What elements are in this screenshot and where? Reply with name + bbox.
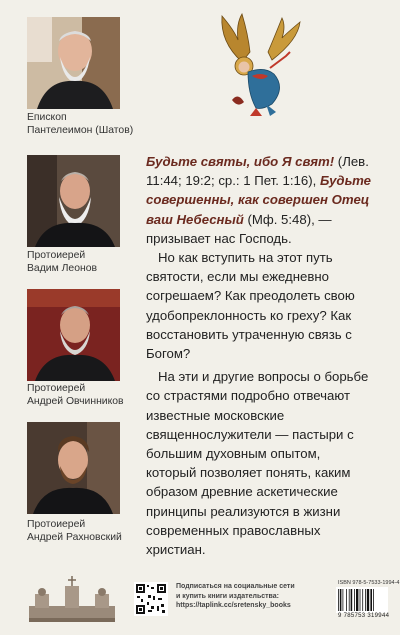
barcode-bar: [346, 589, 347, 611]
portrait-image: [27, 17, 120, 109]
social-info: [176, 582, 326, 611]
barcode-bar: [338, 589, 339, 611]
author-title: Протоиерей: [27, 250, 86, 261]
author-photo-3: [27, 289, 120, 381]
author-name: Андрей Овчинников: [27, 395, 124, 407]
paragraph-2: На эти и другие вопросы о борьбе со страстями подробно отвечают известные московские священнослужители — пастыри с большим духовным опытом, который позволяет понять, каким образом древние аскетические принципы реализуются в жизни современных православных христиан.: [146, 369, 369, 558]
paragraph-1: [146, 152, 372, 248]
author-photo-2: [27, 155, 120, 247]
author-title: Протоиерей: [27, 383, 86, 394]
author-caption-1: [27, 112, 147, 137]
barcode: [336, 587, 388, 613]
barcode-bar: [354, 589, 355, 611]
author-name: Андрей Рахновский: [27, 531, 122, 543]
cover-text: [146, 152, 372, 559]
barcode-bar: [349, 589, 350, 611]
social-line-2: и купить книги издательства:: [176, 592, 279, 600]
cover-footer: [0, 570, 400, 635]
angel-icon: [212, 12, 304, 120]
author-caption-4: [27, 519, 147, 544]
barcode-bar: [360, 589, 361, 611]
social-line-1: Подписаться на социальные сети: [176, 583, 295, 590]
barcode-bar: [356, 589, 358, 611]
publisher-logo: [27, 576, 117, 624]
barcode-digits: 9 785753 319944: [338, 613, 390, 619]
author-caption-3: [27, 383, 147, 408]
barcode-bar: [351, 589, 353, 611]
author-title: Протоиерей: [27, 519, 86, 530]
reference-2: (Мф. 5:48), — призывает нас Господь.: [146, 211, 332, 246]
author-name: Вадим Леонов: [27, 262, 98, 274]
author-title: Епископ: [27, 112, 67, 123]
quote-1: Будьте святы, ибо Я свят!: [146, 154, 335, 169]
barcode-bar: [373, 589, 374, 611]
reference-1: (Лев. 11:44; 19:2; ср.: 1 Пет. 1:16),: [146, 154, 369, 189]
qr-code: [134, 582, 168, 616]
social-link[interactable]: https://taplink.cc/sretensky_books: [176, 602, 291, 609]
portrait-image: [27, 289, 120, 381]
barcode-bar: [367, 589, 369, 611]
barcode-bar: [340, 589, 342, 611]
author-caption-2: [27, 250, 147, 275]
isbn-label: ISBN 978-5-7533-1994-4: [338, 580, 400, 586]
barcode-bar: [365, 589, 366, 611]
author-photo-1: [27, 17, 120, 109]
barcode-bar: [370, 589, 372, 611]
portrait-image: [27, 155, 120, 247]
quote-2: Будьте совершенны, как совершен Отец ваш Небесный: [146, 173, 371, 227]
barcode-bar: [362, 589, 363, 611]
author-name: Пантелеимон (Шатов): [27, 124, 134, 136]
portrait-image: [27, 422, 120, 514]
questions-paragraph: Но как вступить на этот путь святости, если мы ежедневно согрешаем? Как преодолеть свою удобопреклонность ко греху? Как восстановить утраченную связь с Богом?: [146, 250, 355, 362]
author-photo-4: [27, 422, 120, 514]
barcode-bar: [343, 589, 344, 611]
